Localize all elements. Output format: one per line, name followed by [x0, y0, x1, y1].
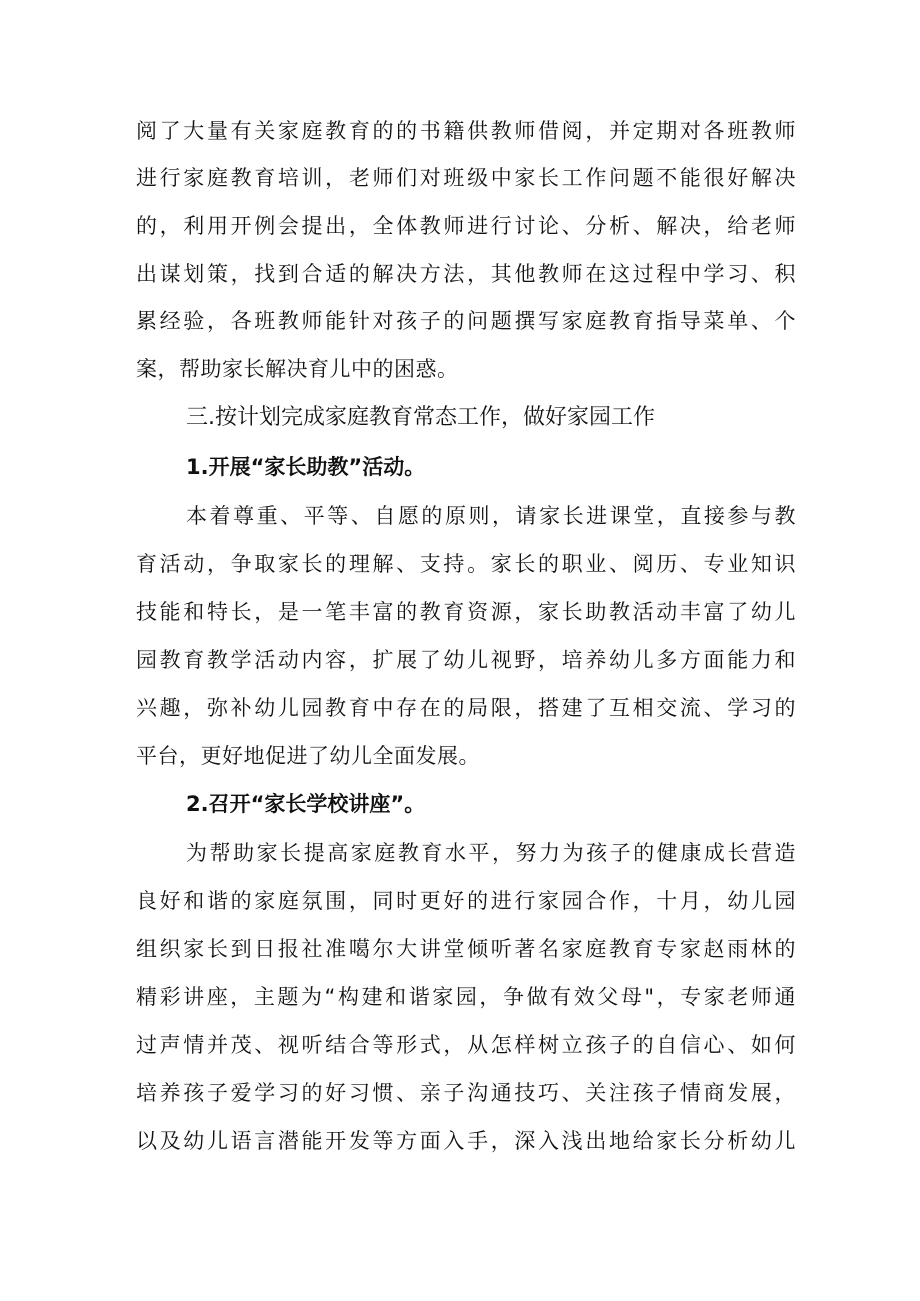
section-heading: 三.按计划完成家庭教育常态工作，做好家园工作 [186, 405, 655, 430]
paragraph-line: 案，帮助家长解决育儿中的困惑。 [136, 357, 459, 381]
paragraph-line: 阅了大量有关家庭教育的的书籍供教师借阅，并定期对各班教师 [136, 119, 796, 143]
paragraph-line: 平台，更好地促进了幼儿全面发展。 [136, 744, 480, 768]
paragraph-line: 为帮助家长提高家庭教育水平，努力为孩子的健康成长营造 [186, 841, 796, 865]
paragraph-line: 进行家庭教育培训，老师们对班级中家长工作问题不能很好解决 [136, 166, 796, 190]
paragraph-line: 兴趣，弥补幼儿园教育中存在的局限，搭建了互相交流、学习的 [136, 696, 796, 720]
paragraph-line: 良好和谐的家庭氛围，同时更好的进行家园合作，十月，幼儿园 [136, 889, 796, 913]
paragraph-line: 过声情并茂、视听结合等形式，从怎样树立孩子的自信心、如何 [136, 1033, 796, 1057]
paragraph-line: 以及幼儿语言潜能开发等方面入手，深入浅出地给家长分析幼儿 [136, 1129, 796, 1153]
paragraph-line: 技能和特长，是一笔丰富的教育资源，家长助教活动丰富了幼儿 [136, 600, 796, 624]
paragraph-line: 培养孩子爱学习的好习惯、亲子沟通技巧、关注孩子情商发展， [136, 1081, 796, 1105]
paragraph-line: 的，利用开例会提出，全体教师进行讨论、分析、解决，给老师 [136, 214, 796, 238]
subsection-heading: 2.召开“家长学校讲座”。 [186, 792, 426, 816]
paragraph-line: 园教育教学活动内容，扩展了幼儿视野，培养幼儿多方面能力和 [136, 648, 796, 672]
paragraph-line: 累经验，各班教师能针对孩子的问题撰写家庭教育指导菜单、个 [136, 309, 796, 333]
paragraph-line: 本着尊重、平等、自愿的原则，请家长进课堂，直接参与教 [186, 504, 796, 528]
paragraph-line: 出谋划策，找到合适的解决方法，其他教师在这过程中学习、积 [136, 262, 796, 286]
paragraph-line: 精彩讲座，主题为“构建和谐家园，争做有效父母"，专家老师通 [136, 985, 796, 1009]
paragraph-line: 组织家长到日报社准噶尔大讲堂倾听著名家庭教育专家赵雨林的 [136, 937, 796, 961]
subsection-heading: 1.开展“家长助教”活动。 [186, 455, 426, 479]
paragraph-line: 育活动，争取家长的理解、支持。家长的职业、阅历、专业知识 [136, 552, 796, 576]
